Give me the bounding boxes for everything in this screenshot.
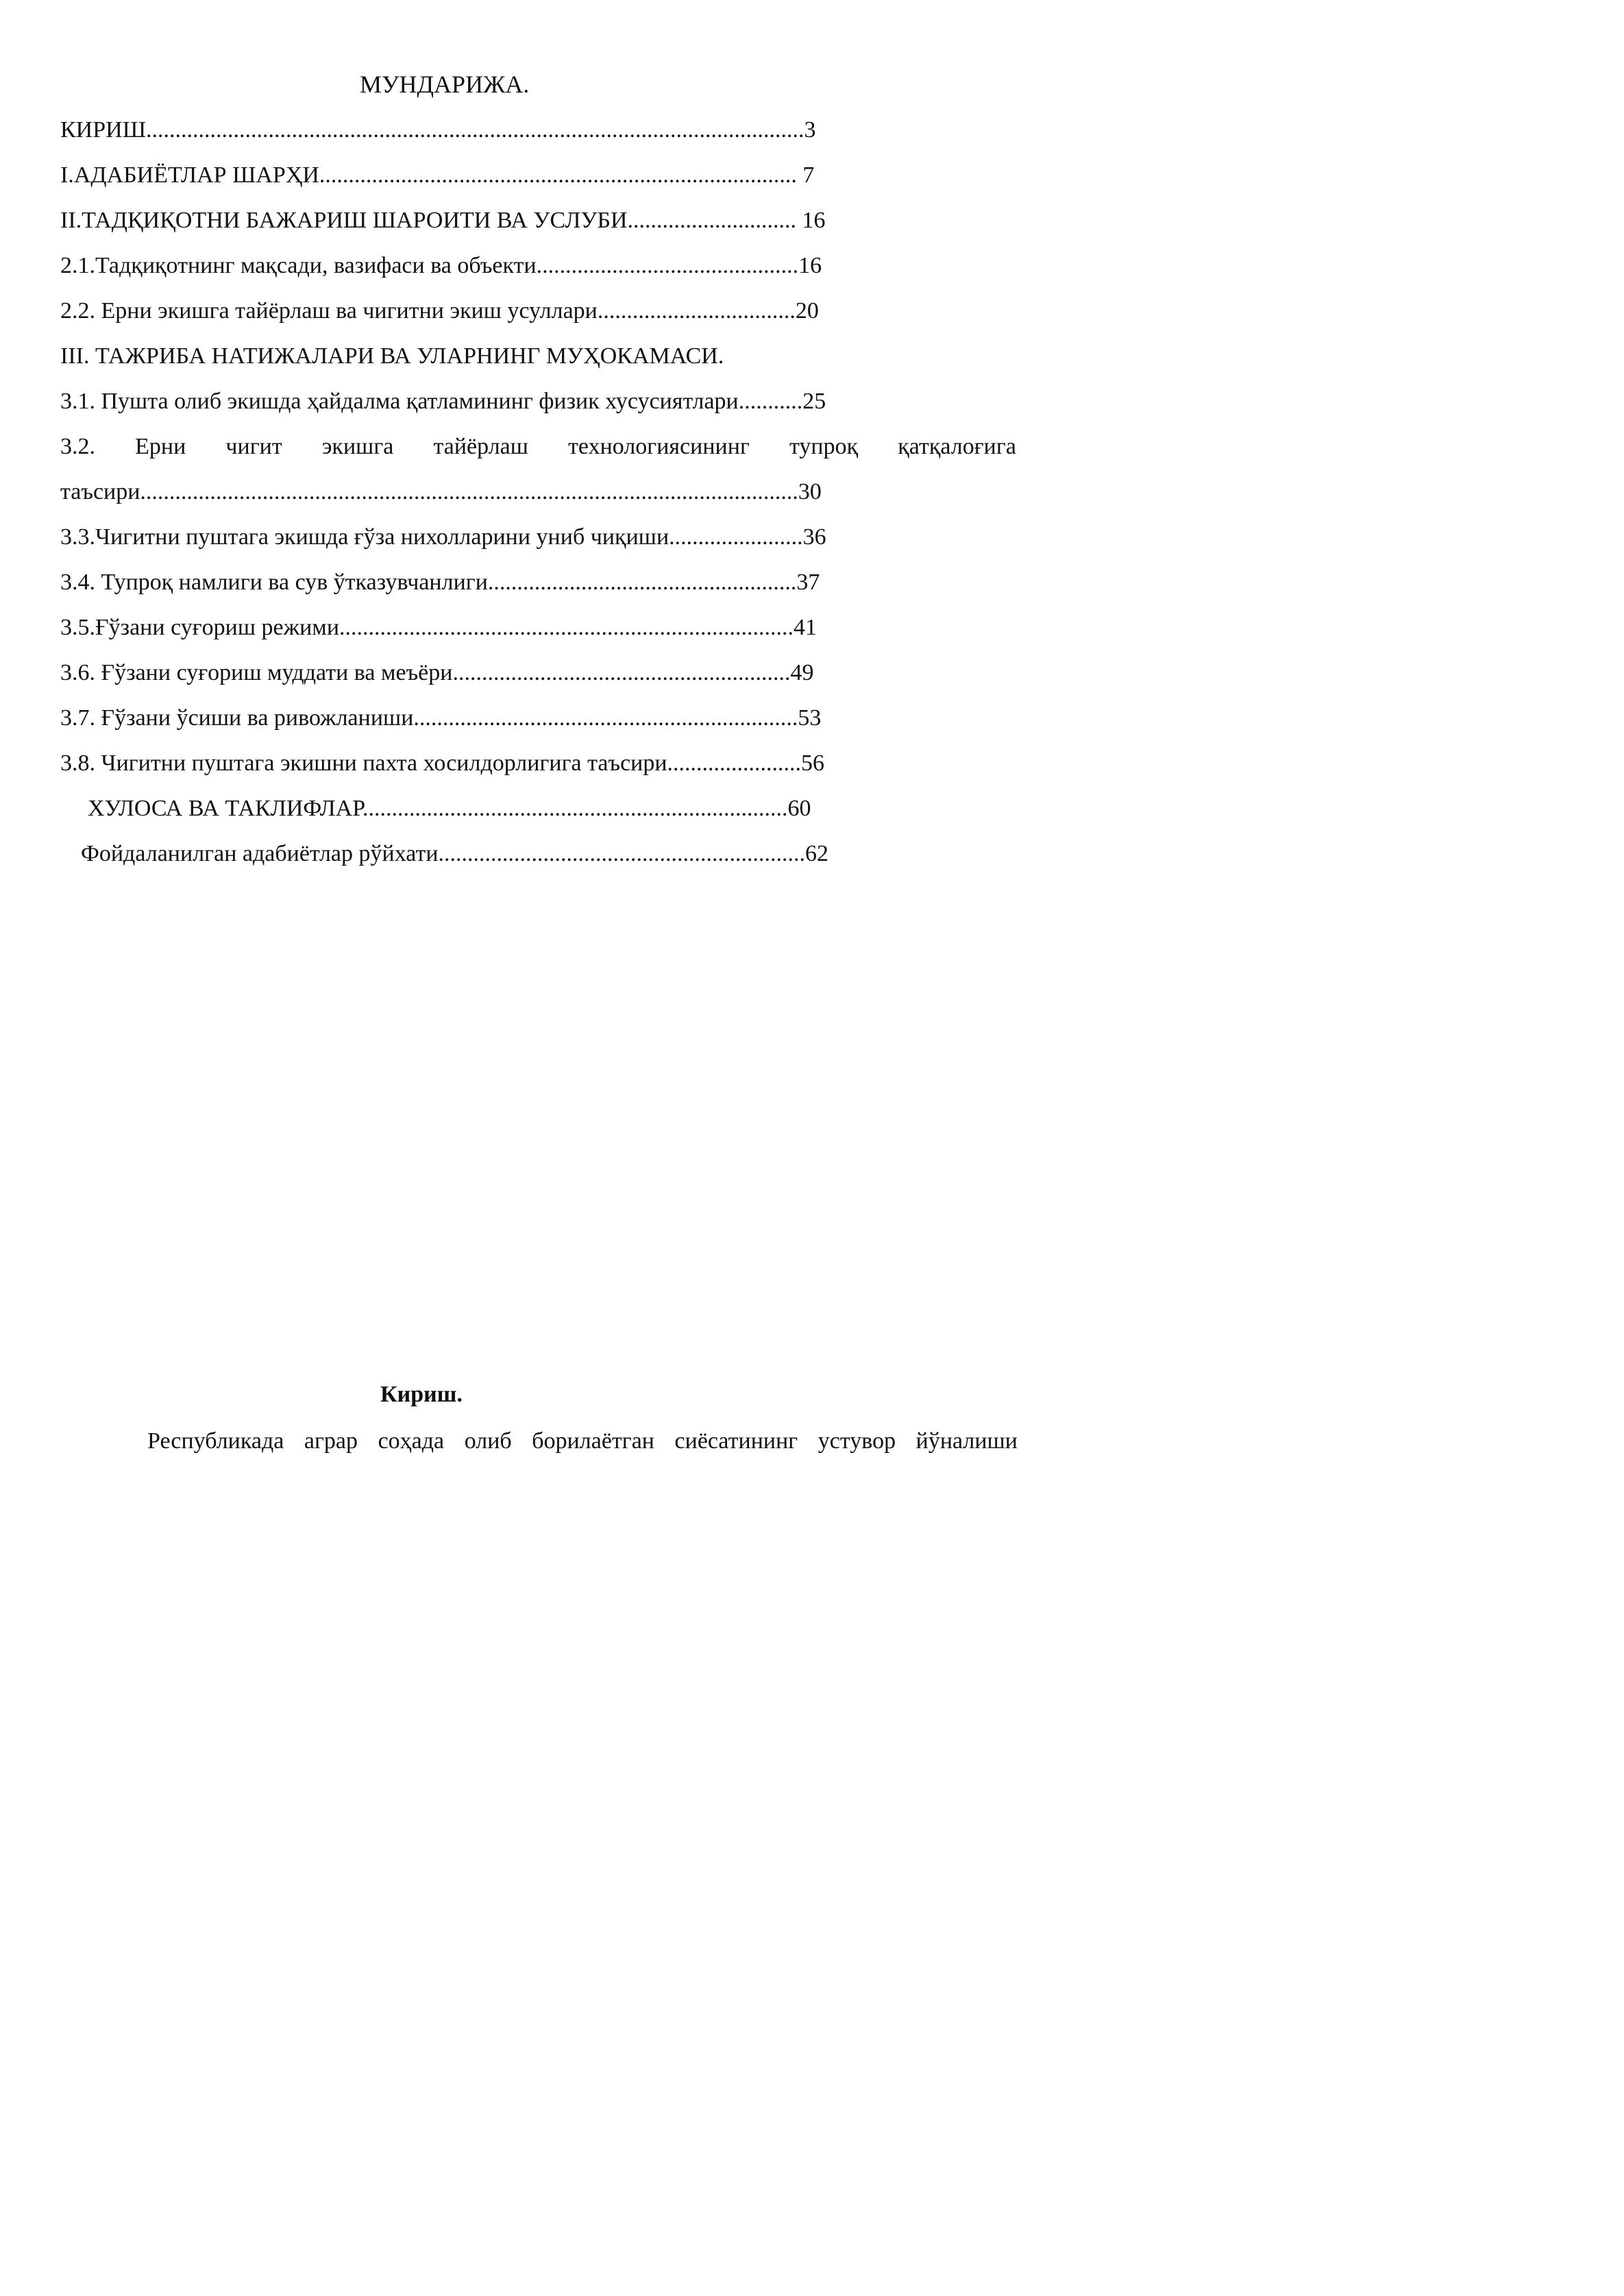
toc-entry: 2.1.Тадқиқотнинг мақсади, вазифаси ва объекти.............................................16 [60,253,822,278]
toc-title: МУНДАРИЖА. [360,71,530,98]
toc-word: қатқалоғига [898,434,1016,459]
toc-entry: 3.5.Ғўзани суғориш режими..............................................................................41 [60,615,817,640]
toc-entry: таъсири.................................................................................................................30 [60,479,822,504]
toc-entry: 2.2. Ерни экишга тайёрлаш ва чигитни экиш усуллари..................................20 [60,298,819,323]
toc-entry: 3.8. Чигитни пуштага экишни пахта хосилдорлигига таъсири.......................56 [60,750,825,776]
intro-word: соҳада [378,1428,445,1454]
toc-entry: III. ТАЖРИБА НАТИЖАЛАРИ ВА УЛАРНИНГ МУҲОКАМАСИ. [60,343,724,369]
toc-entry: 3.4. Тупроқ намлиги ва сув ўтказувчанлиги.....................................................37 [60,570,820,595]
toc-entry-justified [60,430,1016,464]
toc-entry: ХУЛОСА ВА ТАКЛИФЛАР.........................................................................60 [88,796,811,821]
toc-entry: 3.7. Ғўзани ўсиши ва ривожланиши..................................................................53 [60,705,822,731]
intro-word: олиб [464,1428,512,1454]
toc-word: Ерни [135,434,186,459]
intro-word: сиёсатининг [674,1428,798,1454]
toc-entry: II.ТАДҚИҚОТНИ БАЖАРИШ ШАРОИТИ ВА УСЛУБИ............................. 16 [60,208,826,233]
intro-word: устувор [817,1428,896,1454]
toc-word: технологиясининг [568,434,750,459]
intro-word: Республикада [147,1428,284,1454]
toc-entry: 3.6. Ғўзани суғориш муддати ва меъёри..........................................................49 [60,660,814,685]
toc-word: тайёрлаш [433,434,528,459]
toc-word: экишга [321,434,394,459]
intro-word: борилаётган [532,1428,654,1454]
toc-entry: 3.1. Пушта олиб экишда ҳайдалма қатламининг физик хусусиятлари...........25 [60,389,826,414]
toc-word: чигит [225,434,282,459]
toc-word: тупроқ [789,434,859,459]
intro-heading: Кириш. [380,1382,463,1407]
intro-paragraph [147,1424,1018,1458]
intro-word: аграр [304,1428,358,1454]
toc-word: 3.2. [60,434,95,459]
toc-entry: Фойдаланилган адабиётлар рўйхати...............................................................62 [81,841,829,866]
toc-entry: 3.3.Чигитни пуштага экишда ғўза нихолларини униб чиқиши.......................36 [60,524,826,550]
intro-word: йўналиши [915,1428,1018,1454]
toc-entry: I.АДАБИЁТЛАР ШАРҲИ.................................................................................. 7 [60,162,815,188]
toc-entry: КИРИШ.................................................................................................................3 [60,117,816,143]
